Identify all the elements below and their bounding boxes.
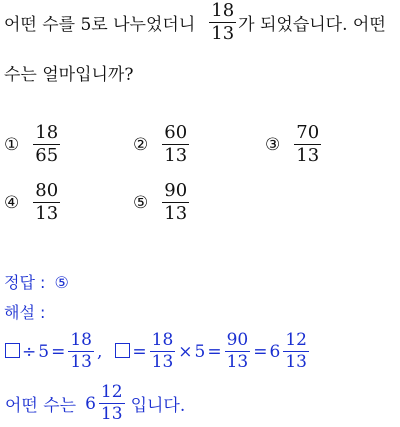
option-number: ⑤ <box>133 192 149 213</box>
question-line-1 <box>4 2 386 43</box>
fraction-numerator: 12 <box>100 382 123 402</box>
fraction-denominator: 13 <box>296 145 320 166</box>
fraction-denominator: 13 <box>211 23 235 44</box>
solution-fraction-1 <box>67 332 95 371</box>
fraction-denominator: 65 <box>35 145 59 166</box>
answer-label: 정답 : <box>4 273 46 292</box>
divide-sign: ÷ <box>22 341 37 362</box>
option-5[interactable] <box>133 182 189 223</box>
fraction-numerator: 60 <box>164 122 188 143</box>
times-sign: × <box>178 341 193 362</box>
equals-sign: = <box>253 341 268 362</box>
equals-sign: = <box>132 341 147 362</box>
explanation-label-text: 해설 : <box>4 303 46 322</box>
fraction-numerator: 18 <box>70 330 92 350</box>
answer-value: ⑤ <box>54 273 69 292</box>
option-2[interactable] <box>133 124 189 165</box>
question-text-2: 수는 얼마입니까? <box>4 65 134 85</box>
option-number: ③ <box>265 134 281 155</box>
mixed-whole: 6 <box>269 341 281 362</box>
fraction-denominator: 13 <box>164 145 188 166</box>
option-fraction <box>162 124 189 165</box>
explanation-label <box>4 300 45 323</box>
fraction-numerator: 12 <box>285 330 307 350</box>
conclusion-fraction <box>98 384 126 423</box>
fraction-denominator: 13 <box>164 203 188 224</box>
number-five: 5 <box>194 341 206 362</box>
blank-box <box>115 343 130 358</box>
option-fraction <box>294 124 321 165</box>
option-number: ② <box>133 134 149 155</box>
fraction-denominator: 13 <box>226 352 249 372</box>
question-text-tail: 가 되었습니다. 어떤 <box>238 15 386 35</box>
conclusion-line <box>4 384 186 423</box>
answer-line <box>4 270 69 293</box>
fraction-numerator: 90 <box>226 330 249 350</box>
option-fraction <box>162 182 189 223</box>
option-fraction <box>33 182 60 223</box>
mixed-whole: 6 <box>85 393 96 414</box>
option-3[interactable] <box>265 124 321 165</box>
solution-fraction-2 <box>149 332 177 371</box>
option-fraction <box>33 124 60 165</box>
fraction-denominator: 13 <box>151 352 174 372</box>
conclusion-prefix: 어떤 수는 <box>5 396 77 416</box>
question-line-2 <box>4 60 133 85</box>
question-fraction <box>209 2 236 43</box>
solution-equation <box>4 332 311 371</box>
fraction-numerator: 90 <box>164 180 188 201</box>
solution-fraction-3 <box>224 332 252 371</box>
option-1[interactable] <box>4 124 60 165</box>
equals-sign: = <box>207 341 222 362</box>
fraction-numerator: 18 <box>211 0 235 21</box>
fraction-numerator: 18 <box>151 330 174 350</box>
fraction-denominator: 13 <box>100 404 123 424</box>
option-number: ④ <box>4 192 20 213</box>
fraction-numerator: 80 <box>35 180 59 201</box>
fraction-denominator: 13 <box>285 352 307 372</box>
blank-box <box>5 343 20 358</box>
option-number: ① <box>4 134 20 155</box>
fraction-numerator: 70 <box>296 122 320 143</box>
fraction-denominator: 13 <box>35 203 59 224</box>
solution-fraction-4 <box>282 332 310 371</box>
comma: , <box>96 341 103 362</box>
question-text: 어떤 수를 5로 나누었더니 <box>4 15 196 35</box>
conclusion-suffix: 입니다. <box>130 396 186 416</box>
option-4[interactable] <box>4 182 60 223</box>
fraction-denominator: 13 <box>70 352 92 372</box>
fraction-numerator: 18 <box>35 122 59 143</box>
number-five: 5 <box>38 341 50 362</box>
equals-sign: = <box>51 341 66 362</box>
